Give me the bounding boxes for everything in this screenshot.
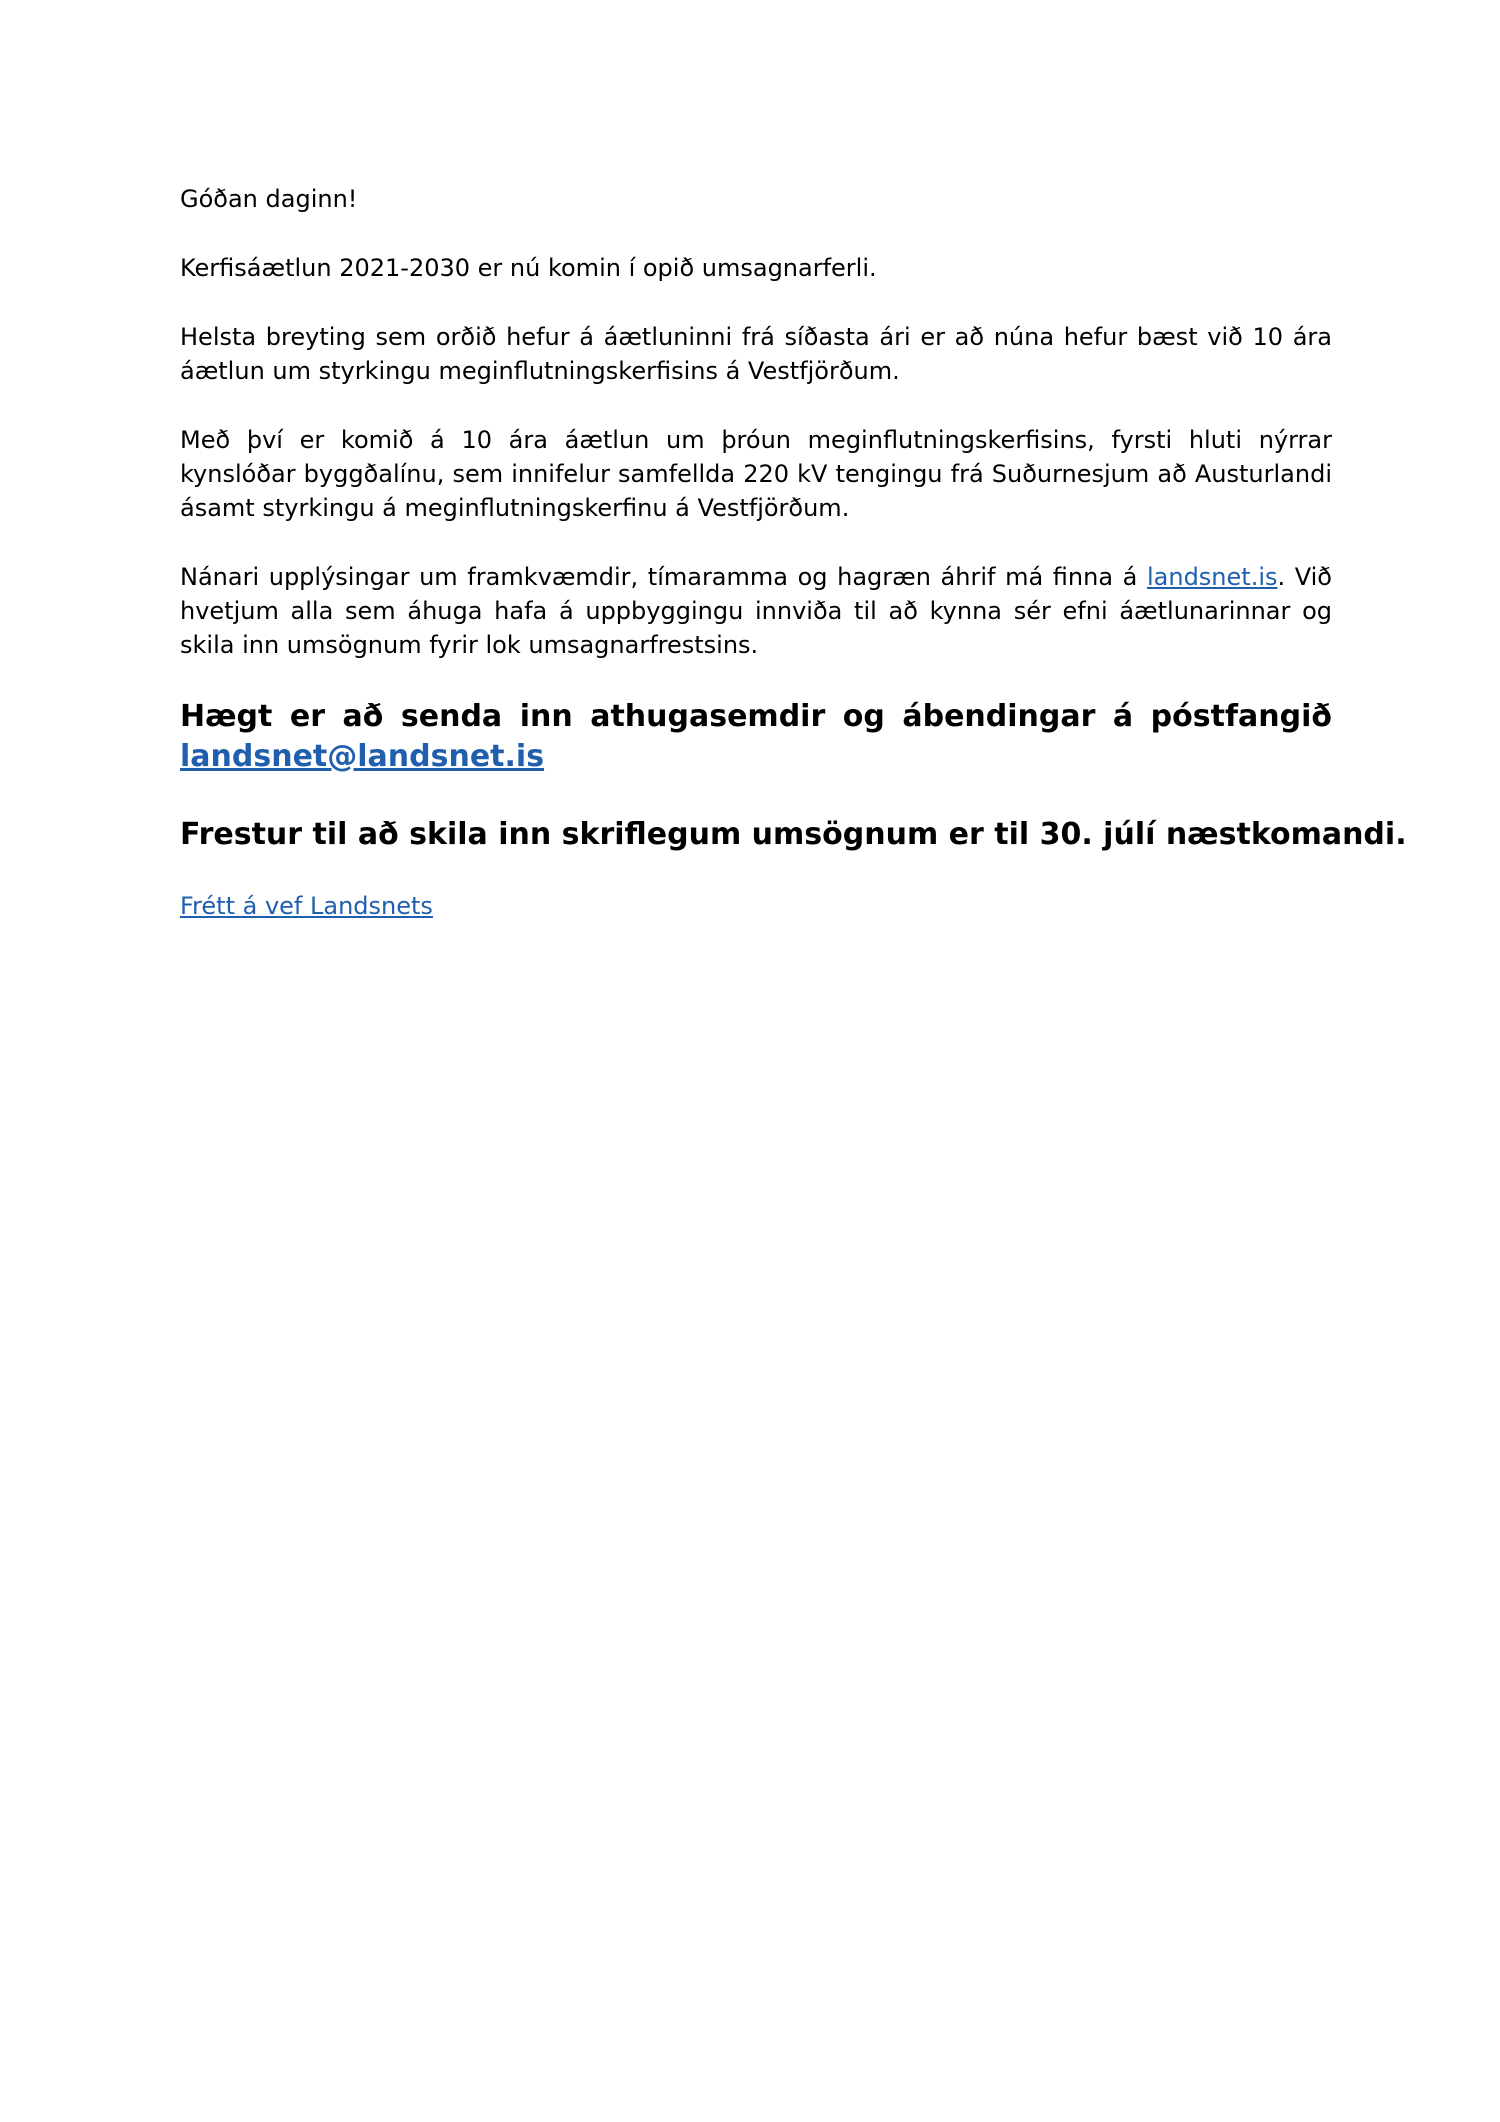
document-body xyxy=(180,182,1407,923)
email-link[interactable]: landsnet@landsnet.is xyxy=(180,739,545,774)
info-text-after-link: . Við hvetjum alla sem áhuga hafa á uppbyggingu innviða til að kynna sér efni áætlunarinnar og skila inn umsögnum fyrir lok umsagnarfrestsins. xyxy=(180,563,1332,659)
plan-description-paragraph: Með því er komið á 10 ára áætlun um þróun meginflutningskerfisins, fyrsti hluti nýrrar kynslóðar byggðalínu, sem innifelur samfellda 220 kV tengingu frá Suðurnesjum að Austurlandi ásamt styrkingu á meginflutningskerfinu á Vestfjörðum. xyxy=(180,426,1332,522)
landsnet-website-link[interactable]: landsnet.is xyxy=(1146,563,1278,591)
deadline-heading: Frestur til að skila inn skriflegum umsögnum er til 30. júlí næstkomandi. xyxy=(180,817,1407,852)
comments-heading-text: Hægt er að senda inn athugasemdir og ábendingar á póstfangið xyxy=(180,699,1332,734)
comments-heading xyxy=(180,697,1332,777)
info-text-before-link: Nánari upplýsingar um framkvæmdir, tímaramma og hagræn áhrif má finna á xyxy=(180,563,1147,591)
news-article-link[interactable]: Frétt á vef Landsnets xyxy=(180,892,433,920)
info-paragraph xyxy=(180,560,1332,662)
change-paragraph: Helsta breyting sem orðið hefur á áætluninni frá síðasta ári er að núna hefur bæst við 10 ára áætlun um styrkingu meginflutningskerfisins á Vestfjörðum. xyxy=(180,323,1332,385)
news-paragraph xyxy=(180,889,1332,923)
greeting: Góðan daginn! xyxy=(180,185,358,213)
intro-paragraph: Kerfisáætlun 2021-2030 er nú komin í opið umsagnarferli. xyxy=(180,254,877,282)
